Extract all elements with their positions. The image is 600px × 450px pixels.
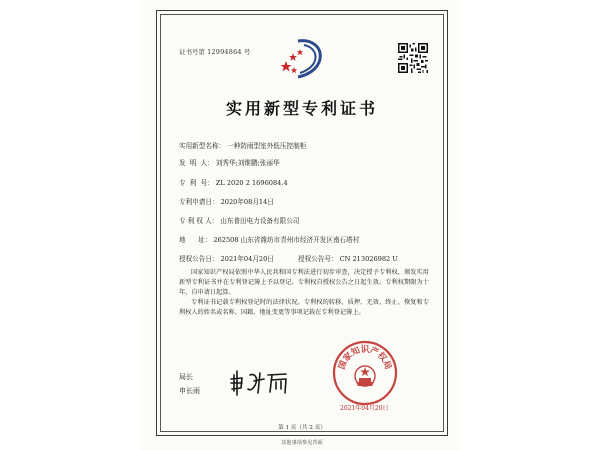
field-address-value: 262508 山东省潍坊市青州市经济开发区南石塔村	[213, 236, 360, 244]
signature-title: 局长	[179, 373, 193, 381]
certificate-number-suffix: 号	[243, 48, 251, 56]
field-announce-date-label: 授权公告日：	[179, 255, 219, 263]
field-patentee-value: 山东普田电力设备有限公司	[220, 217, 300, 225]
field-filing-date-label: 专利申请日：	[179, 198, 219, 206]
field-utility-model-name-value: 一种防雨型室外低压控制柜	[227, 142, 307, 150]
body-paragraph-1: 国家知识产权局依照中华人民共和国专利法进行初步审查，决定授予专利权，颁发实用新型专利证书并在专利登记簿上予以登记。专利权自授权公告之日起生效。专利权期限为十年，自申请日起算。	[179, 269, 429, 296]
field-announce-number-value: CN 213026982 U	[339, 255, 398, 263]
footer-note: 其他事项参见背面	[281, 440, 323, 446]
certificate-number-value: 12994864	[207, 48, 242, 56]
handwritten-signature-icon	[228, 367, 298, 397]
field-inventor	[179, 157, 280, 167]
field-filing-date	[179, 196, 274, 206]
seal-text: 国家知识产权局	[337, 345, 393, 371]
cnipa-emblem-icon	[278, 33, 326, 81]
field-patentee-label: 专 利 权 人：	[179, 217, 219, 225]
body-paragraph-2: 专利证书记载专利权登记时的法律状况。专利权的转移、质押、无效、终止、恢复和专利权人的姓名或名称、国籍、地址变更等事项记载在专利登记簿上。	[179, 299, 429, 316]
field-patent-number	[179, 177, 288, 187]
certificate-number-label: 证书号第	[179, 48, 205, 56]
certificate-number	[179, 47, 250, 56]
certificate-title: 实用新型专利证书	[225, 99, 378, 118]
field-announce-number-label: 授权公告号：	[298, 255, 338, 263]
seal-date: 2021年04月20日	[340, 405, 389, 412]
field-inventor-label: 发 明 人：	[179, 159, 214, 167]
field-inventor-value: 刘秀华;刘维鹏;张丽华	[215, 159, 280, 167]
field-announce-date-value: 2021年04月20日	[220, 255, 274, 263]
field-patent-number-value: ZL 2020 2 1696084.4	[215, 179, 288, 187]
qr-code-icon	[398, 43, 428, 73]
field-address-label: 地 址：	[179, 236, 212, 244]
field-patent-number-label: 专 利 号：	[179, 179, 214, 187]
field-address	[179, 234, 359, 244]
signature-name: 申长雨	[179, 387, 200, 395]
certificate-body-text	[179, 268, 429, 318]
page-number: 第 1 页（共 2 页）	[278, 425, 326, 431]
field-utility-model-name-label: 实用新型名称：	[179, 142, 226, 150]
official-seal-icon	[332, 340, 398, 406]
field-utility-model-name	[179, 140, 306, 150]
field-patentee	[179, 215, 299, 225]
field-filing-date-value: 2020年08月14日	[220, 198, 274, 206]
field-announce	[179, 253, 398, 263]
